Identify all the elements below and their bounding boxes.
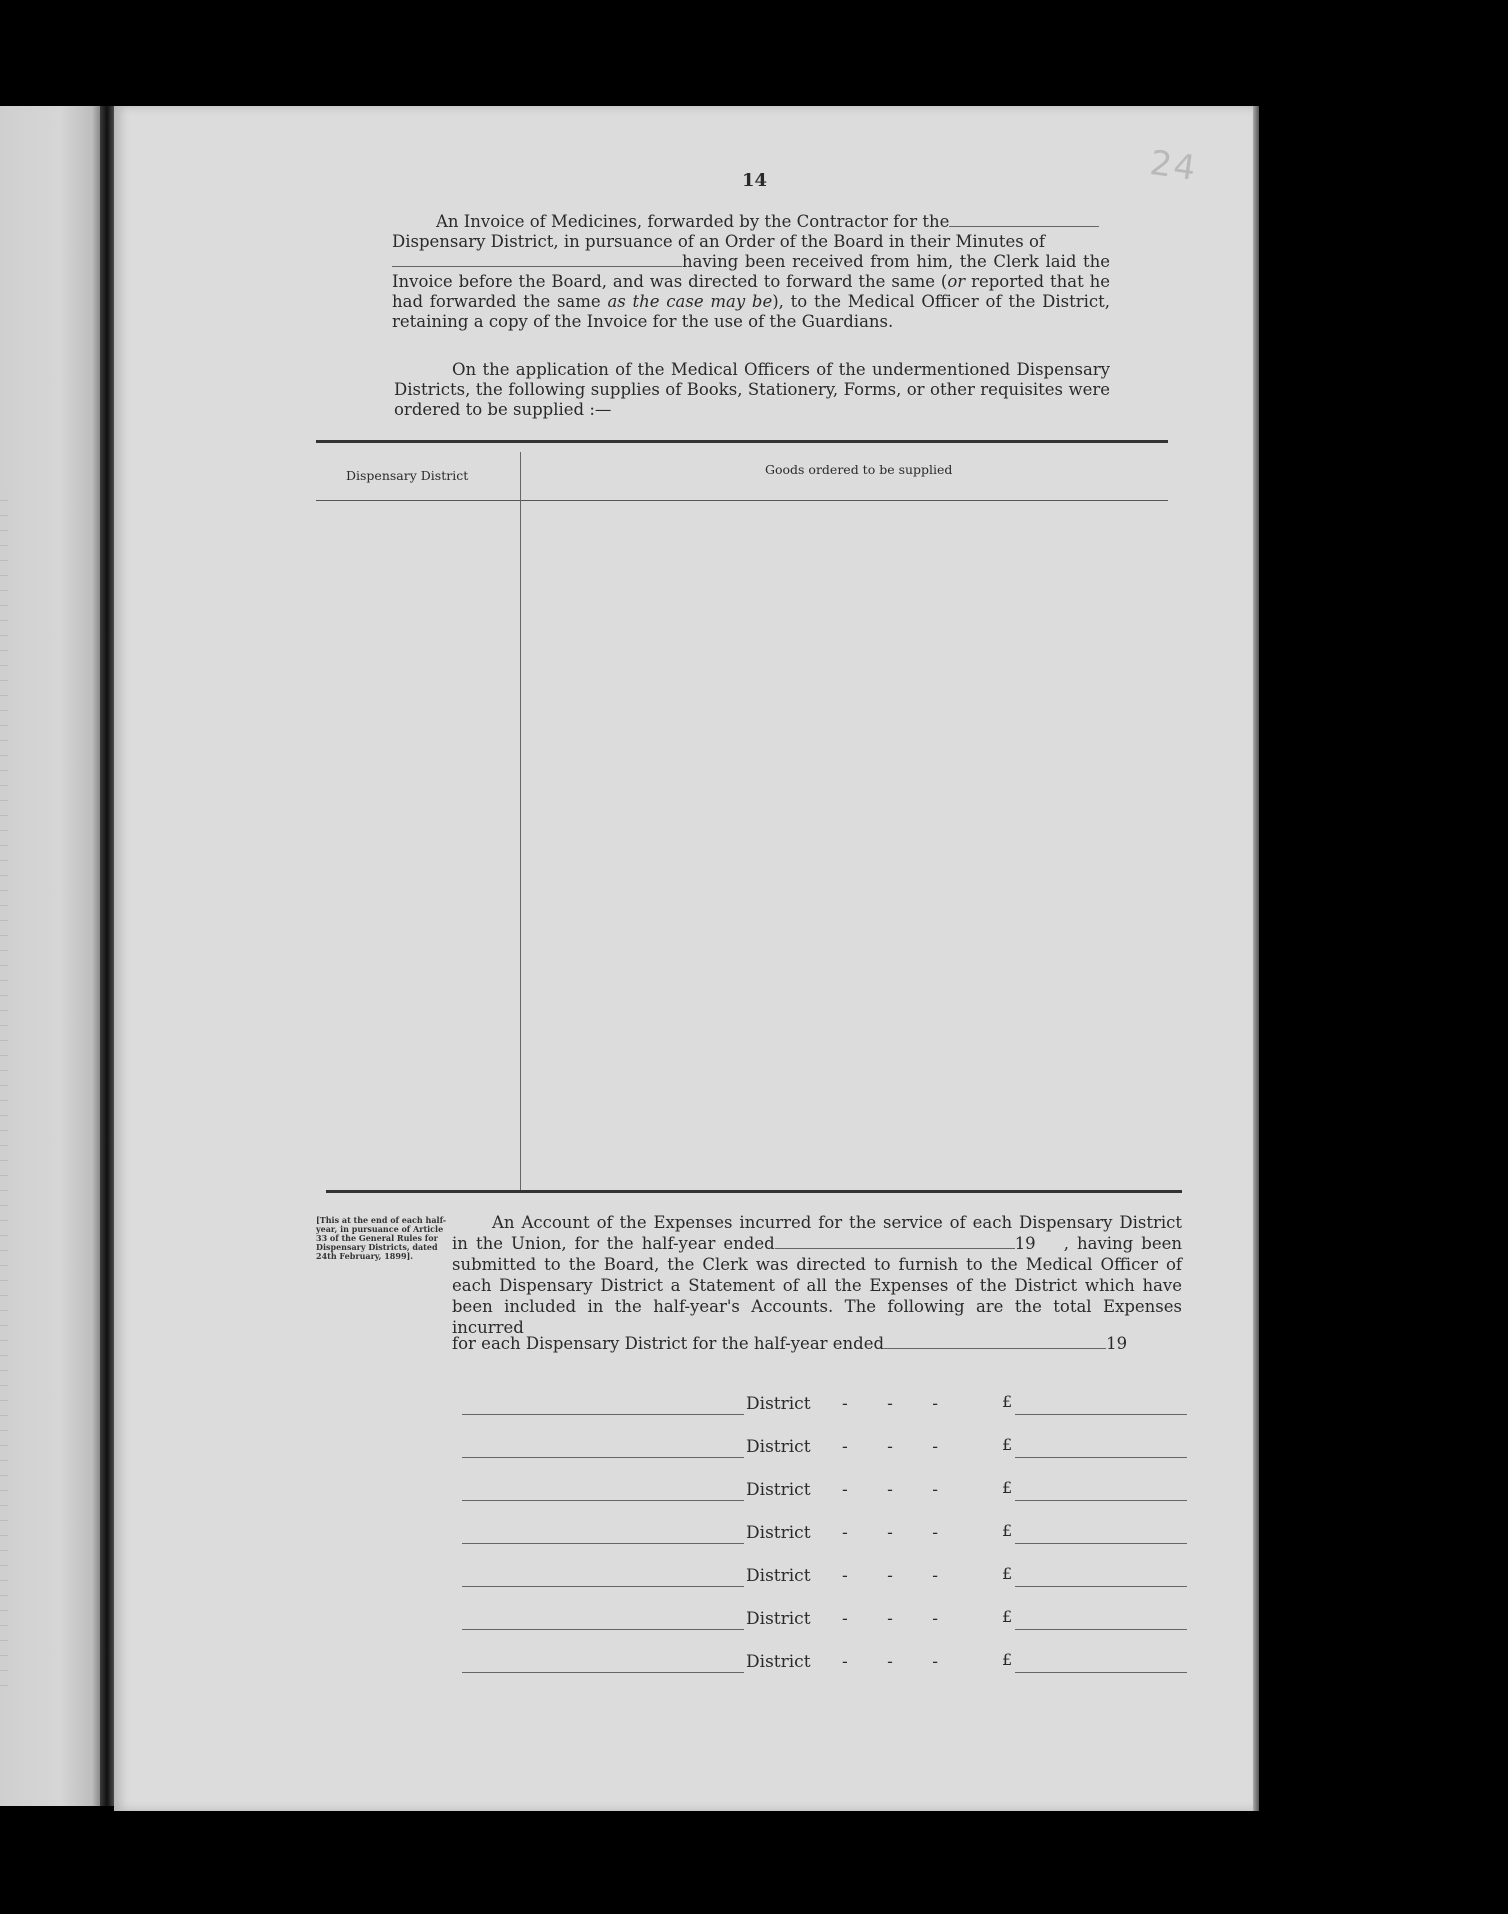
district-expense-row bbox=[462, 1478, 1192, 1508]
expense-amount-blank[interactable] bbox=[1015, 1457, 1187, 1458]
minutes-blank bbox=[392, 252, 682, 267]
district-name-blank[interactable] bbox=[462, 1457, 744, 1458]
facing-page-ruling bbox=[0, 486, 8, 1686]
district-expense-row bbox=[462, 1564, 1192, 1594]
account-last-line bbox=[452, 1334, 1182, 1354]
pound-sign: £ bbox=[1002, 1435, 1013, 1454]
contractor-blank bbox=[949, 212, 1099, 227]
expense-amount-blank[interactable] bbox=[1015, 1414, 1187, 1415]
page-edge bbox=[1253, 106, 1259, 1811]
pound-sign: £ bbox=[1002, 1650, 1013, 1669]
margin-note: [This at the end of each half-year, in pursuance of Article 33 of the General Rules for Dispensary Districts, dated 24th February, 1899]. bbox=[316, 1215, 447, 1261]
invoice-text-1: An Invoice of Medicines, forwarded by the Contractor for the bbox=[436, 212, 950, 231]
district-expense-row bbox=[462, 1521, 1192, 1551]
district-expense-row bbox=[462, 1435, 1192, 1465]
invoice-text-4: reported that he had forwarded the same bbox=[392, 272, 1110, 311]
half-year-date-blank bbox=[775, 1234, 1015, 1249]
facing-page-edge bbox=[0, 106, 100, 1806]
table-column-divider bbox=[520, 452, 521, 1192]
account-text-2: , having been submitted to the Board, the Clerk was directed to furnish to the Medical Officer of each Dispensary District a Statement of all the Expenses of the District which have been included in the half-year's Accounts. The following are the total Expenses incurred bbox=[452, 1234, 1182, 1337]
table-bottom-rule bbox=[326, 1190, 1182, 1193]
pound-sign: £ bbox=[1002, 1521, 1013, 1540]
leader-dashes: - - - bbox=[842, 1523, 939, 1543]
table-header-rule bbox=[316, 500, 1168, 501]
expense-amount-blank[interactable] bbox=[1015, 1500, 1187, 1501]
supplies-paragraph bbox=[394, 360, 1110, 420]
account-last-year: 19 bbox=[1106, 1334, 1128, 1353]
leader-dashes: - - - bbox=[842, 1652, 939, 1672]
invoice-text-5: ), to the Medical Officer of the District, retaining a copy of the Invoice for the use of the Guardians. bbox=[392, 292, 1110, 331]
half-year-end-blank bbox=[884, 1334, 1106, 1349]
pound-sign: £ bbox=[1002, 1478, 1013, 1497]
district-name-blank[interactable] bbox=[462, 1414, 744, 1415]
district-label: District bbox=[746, 1480, 811, 1500]
district-name-blank[interactable] bbox=[462, 1543, 744, 1544]
book-gutter bbox=[100, 106, 114, 1806]
district-expense-row bbox=[462, 1650, 1192, 1680]
expense-amount-blank[interactable] bbox=[1015, 1672, 1187, 1673]
supplies-text: On the application of the Medical Officers of the undermentioned Dispensary Districts, the following supplies of Books, Stationery, Forms, or other requisites were ordered to be supplied :— bbox=[394, 360, 1110, 419]
leader-dashes: - - - bbox=[842, 1609, 939, 1629]
page-number: 14 bbox=[742, 170, 768, 191]
district-label: District bbox=[746, 1609, 811, 1629]
pound-sign: £ bbox=[1002, 1607, 1013, 1626]
district-expense-row bbox=[462, 1607, 1192, 1637]
table-top-rule bbox=[316, 440, 1168, 443]
archive-folio-mark: 24 bbox=[1147, 142, 1200, 190]
pound-sign: £ bbox=[1002, 1392, 1013, 1411]
account-text-1: An Account of the Expenses incurred for the service of each Dispensary District in the Union, for the half-year ended bbox=[452, 1213, 1182, 1253]
leader-dashes: - - - bbox=[842, 1394, 939, 1414]
account-year-prefix: 19 bbox=[1014, 1234, 1036, 1253]
invoice-italic-or: or bbox=[947, 272, 966, 291]
district-label: District bbox=[746, 1652, 811, 1672]
pound-sign: £ bbox=[1002, 1564, 1013, 1583]
district-label: District bbox=[746, 1394, 811, 1414]
account-last-text: for each Dispensary District for the half-year ended bbox=[452, 1334, 885, 1353]
invoice-text-2: Dispensary District, in pursuance of an Order of the Board in their Minutes of bbox=[392, 232, 1046, 251]
expense-amount-blank[interactable] bbox=[1015, 1629, 1187, 1630]
column-header-dispensary-district: Dispensary District bbox=[346, 468, 469, 483]
invoice-italic-case: as the case may be bbox=[607, 292, 773, 311]
invoice-text-3: having been received from him, the Clerk laid the Invoice before the Board, and was directed to forward the same ( bbox=[392, 252, 1110, 291]
invoice-paragraph bbox=[392, 212, 1110, 332]
district-expense-row bbox=[462, 1392, 1192, 1422]
leader-dashes: - - - bbox=[842, 1480, 939, 1500]
district-name-blank[interactable] bbox=[462, 1500, 744, 1501]
leader-dashes: - - - bbox=[842, 1437, 939, 1457]
expense-amount-blank[interactable] bbox=[1015, 1543, 1187, 1544]
column-header-goods-ordered: Goods ordered to be supplied bbox=[765, 462, 953, 477]
district-name-blank[interactable] bbox=[462, 1586, 744, 1587]
district-label: District bbox=[746, 1523, 811, 1543]
district-label: District bbox=[746, 1437, 811, 1457]
leader-dashes: - - - bbox=[842, 1566, 939, 1586]
district-name-blank[interactable] bbox=[462, 1672, 744, 1673]
district-label: District bbox=[746, 1566, 811, 1586]
expense-amount-blank[interactable] bbox=[1015, 1586, 1187, 1587]
district-name-blank[interactable] bbox=[462, 1629, 744, 1630]
account-paragraph bbox=[452, 1212, 1182, 1338]
